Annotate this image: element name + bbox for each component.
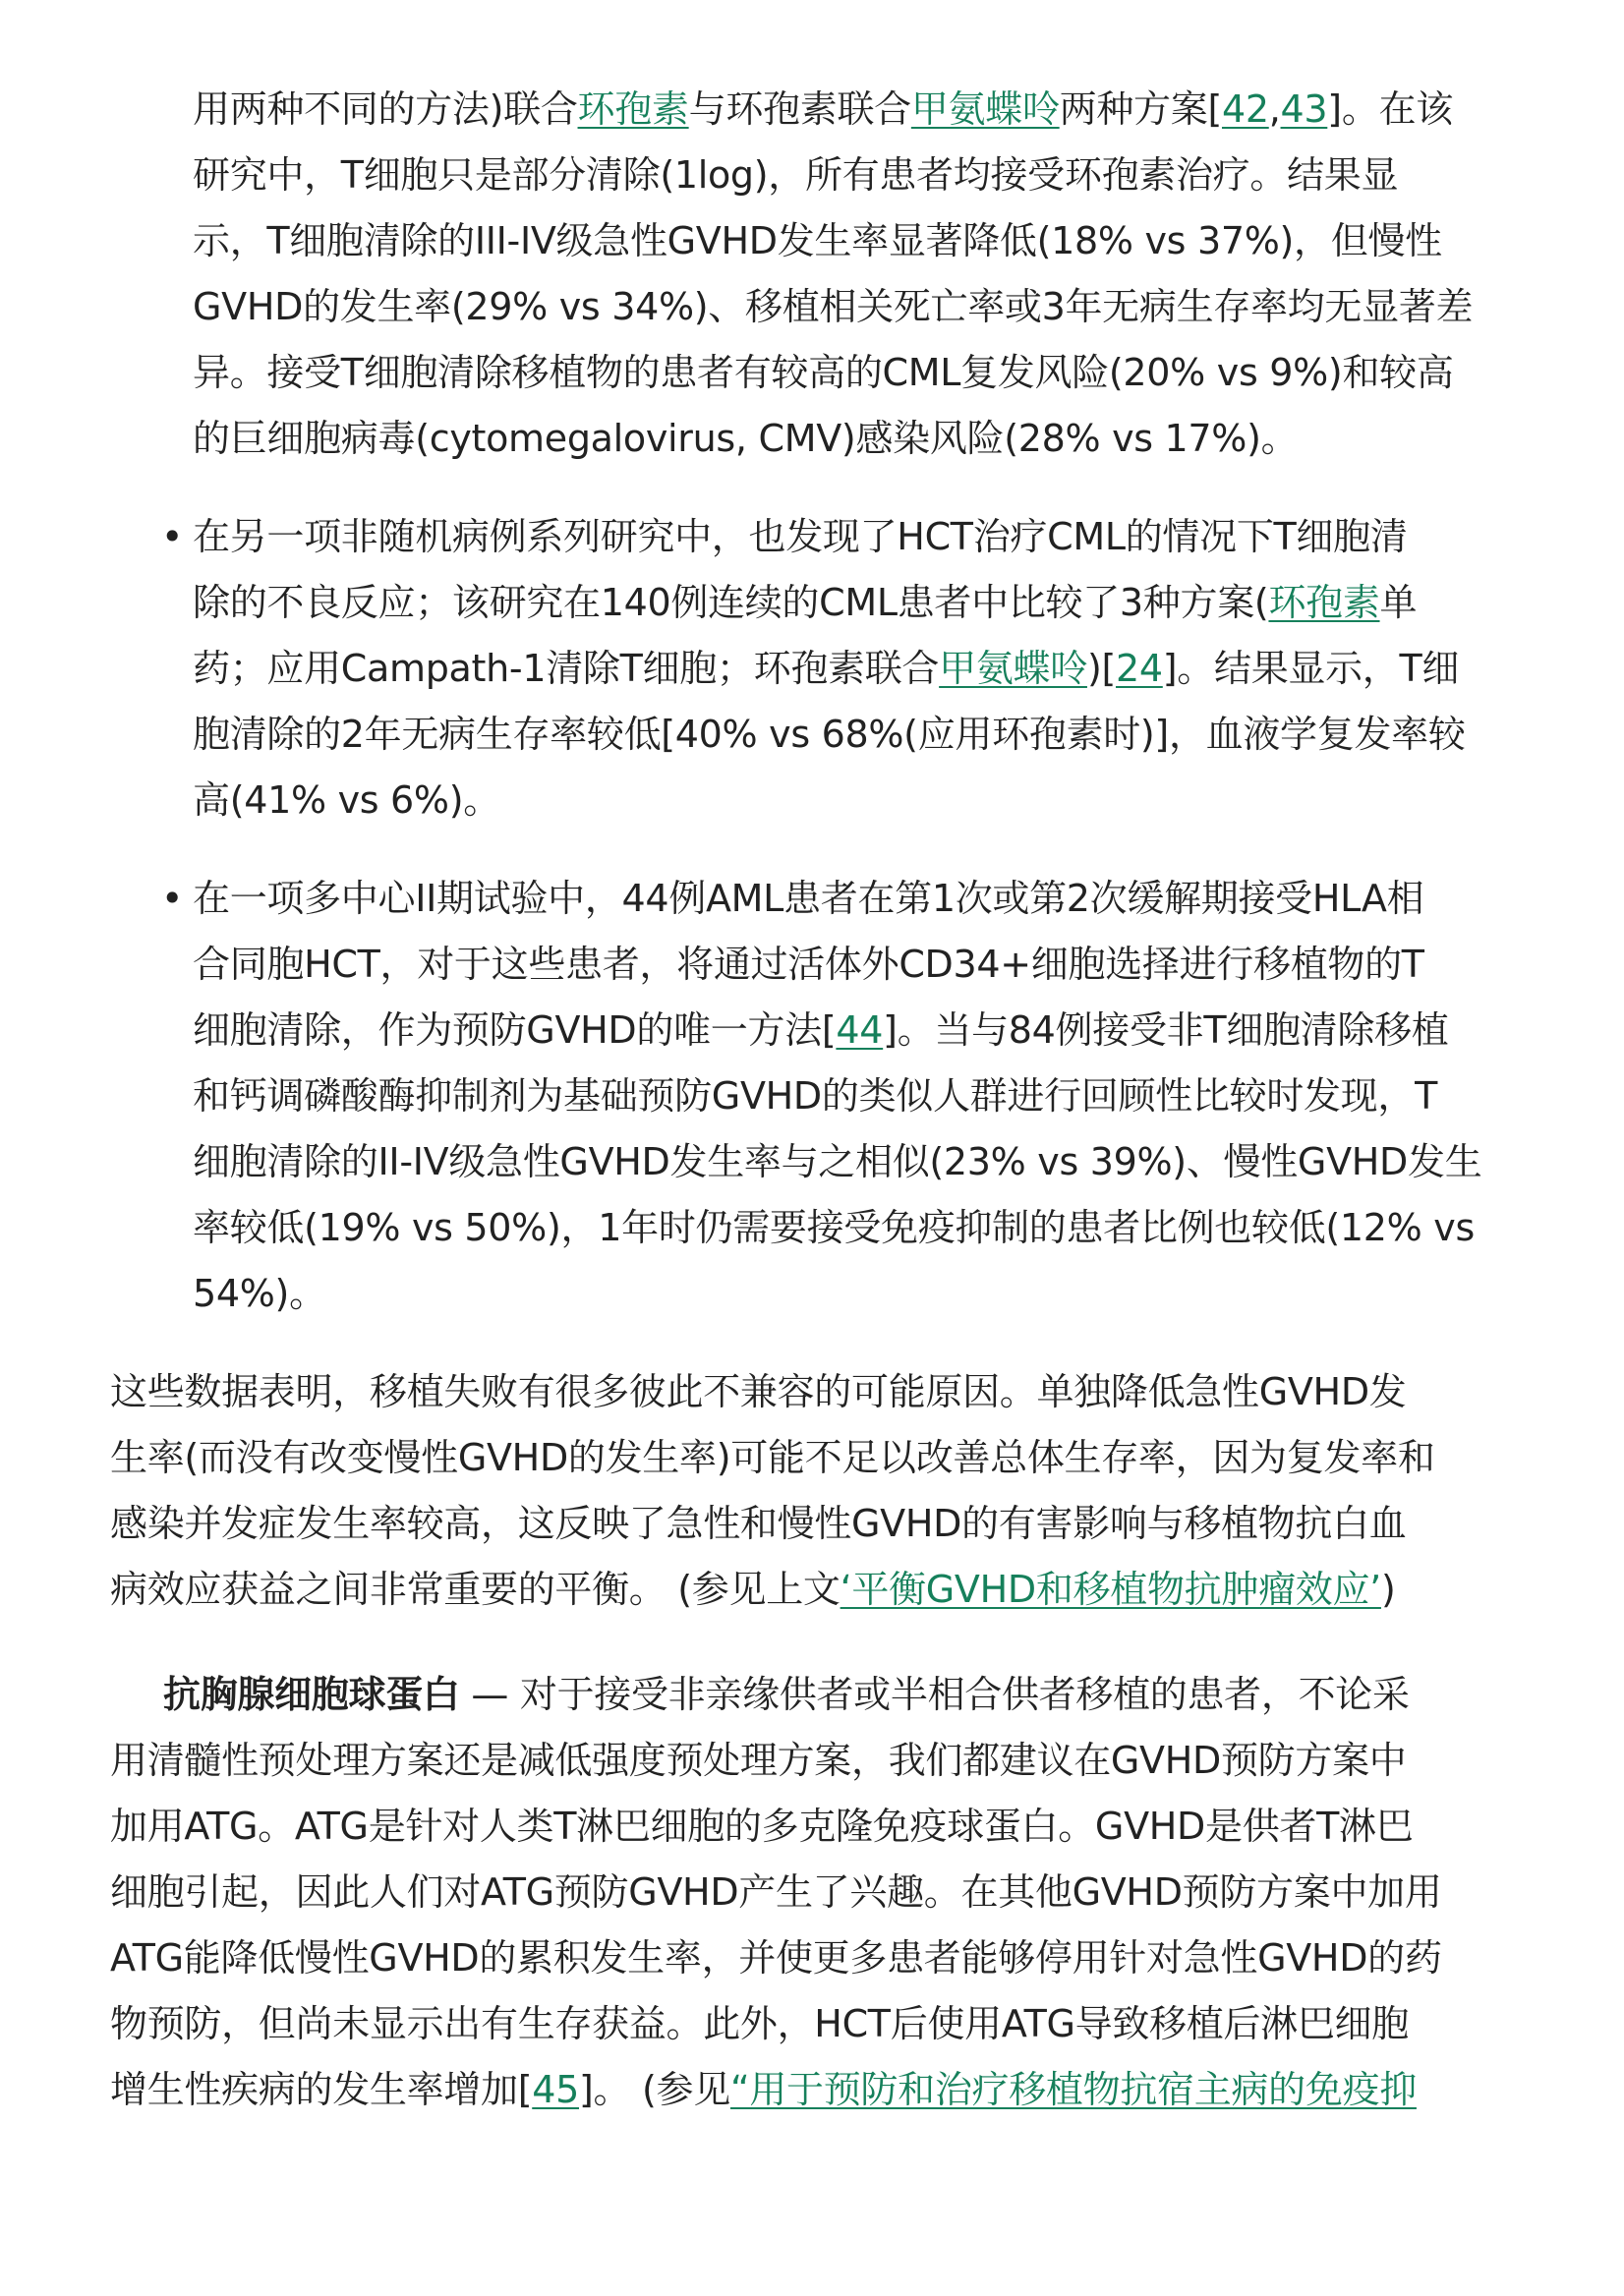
section-heading-atg: 抗胸腺细胞球蛋白 — [163, 1673, 460, 1716]
ref-link-44[interactable]: 44 — [836, 1008, 884, 1052]
paragraph — [110, 1359, 1565, 1623]
bullet-continuation — [110, 77, 1565, 472]
text-run: ]。当与84例接受非T细胞清除移植 — [883, 1008, 1449, 1052]
text-line: 胞清除的2年无病生存率较低[40% vs 68%(应用环孢素时)]，血液学复发率较 — [193, 713, 1466, 756]
text-run: 病效应获益之间非常重要的平衡。 (参见上文 — [110, 1568, 841, 1611]
text-line: 示，T细胞清除的III-IV级急性GVHD发生率显著降低(18% vs 37%)，但慢性 — [193, 219, 1442, 262]
text-line: 用清髓性预处理方案还是减低强度预处理方案，我们都建议在GVHD预防方案中 — [110, 1739, 1407, 1782]
text-line — [110, 77, 1565, 143]
text-line: • 在另一项非随机病例系列研究中，也发现了HCT治疗CML的情况下T细胞清 — [193, 515, 1408, 558]
text-line: 54%)。 — [193, 1272, 326, 1315]
text-run: 与环孢素联合 — [688, 87, 911, 131]
text-line: 这些数据表明，移植失败有很多彼此不兼容的可能原因。单独降低急性GVHD发 — [110, 1370, 1407, 1413]
text-line: 细胞清除的II-IV级急性GVHD发生率与之相似(23% vs 39%)、慢性GVHD发生 — [193, 1140, 1482, 1183]
text-run: 药；应用Campath-1清除T细胞；环孢素联合 — [193, 647, 940, 690]
text-line: 研究中，T细胞只是部分清除(1log)，所有患者均接受环孢素治疗。结果显 — [193, 153, 1399, 197]
text-run: 两种方案[ — [1059, 87, 1222, 131]
bullet-item — [110, 504, 1565, 833]
text-run: ) — [1380, 1568, 1396, 1611]
paragraph-atg — [110, 1662, 1565, 2123]
text-line — [193, 998, 1565, 1063]
text-line — [193, 570, 1565, 636]
text-line: 率较低(19% vs 50%)，1年时仍需要接受免疫抑制的患者比例也较低(12% vs — [193, 1206, 1475, 1249]
text-line: 物预防，但尚未显示出有生存获益。此外，HCT后使用ATG导致移植后淋巴细胞 — [110, 2002, 1409, 2045]
text-line: ATG能降低慢性GVHD的累积发生率，并使更多患者能够停用针对急性GVHD的药 — [110, 1936, 1442, 1980]
text-run: 增生性疾病的发生率增加[ — [110, 2068, 533, 2111]
link-methotrexate[interactable]: 甲氨蝶呤 — [939, 647, 1087, 690]
text-line: GVHD的发生率(29% vs 34%)、移植相关死亡率或3年无病生存率均无显著差 — [193, 285, 1474, 328]
ref-link-24[interactable]: 24 — [1116, 647, 1163, 690]
ref-link-45[interactable]: 45 — [532, 2068, 579, 2111]
text-run: ]。结果显示，T细 — [1162, 647, 1460, 690]
text-line: 和钙调磷酸酶抑制剂为基础预防GVHD的类似人群进行回顾性比较时发现，T — [193, 1074, 1437, 1118]
link-cyclosporine[interactable]: 环孢素 — [1268, 581, 1380, 624]
text-line: 异。接受T细胞清除移植物的患者有较高的CML复发风险(20% vs 9%)和较高 — [193, 351, 1454, 394]
text-line: • 在一项多中心II期试验中，44例AML患者在第1次或第2次缓解期接受HLA相 — [193, 877, 1424, 920]
bullet-item — [110, 866, 1565, 1327]
link-methotrexate[interactable]: 甲氨蝶呤 — [910, 87, 1060, 131]
text-line: 高(41% vs 6%)。 — [193, 778, 500, 822]
text-run: ]。在该 — [1327, 87, 1453, 131]
text-run: ]。 (参见 — [579, 2068, 730, 2111]
text-line: 细胞引起，因此人们对ATG预防GVHD产生了兴趣。在其他GVHD预防方案中加用 — [110, 1870, 1442, 1914]
ref-link-42[interactable]: 42 — [1221, 87, 1269, 131]
text-line: 生率(而没有改变慢性GVHD的发生率)可能不足以改善总体生存率，因为复发率和 — [110, 1436, 1435, 1479]
text-line — [110, 1557, 1565, 1623]
text-line: 合同胞HCT，对于这些患者，将通过活体外CD34+细胞选择进行移植物的T — [193, 943, 1424, 986]
text-run: , — [1268, 87, 1281, 131]
text-line: 的巨细胞病毒(cytomegalovirus, CMV)感染风险(28% vs 17%)。 — [193, 417, 1299, 460]
ref-link-43[interactable]: 43 — [1280, 87, 1328, 131]
text-line — [110, 2057, 1565, 2123]
text-run: — 对于接受非亲缘供者或半相合供者移植的患者，不论采 — [459, 1673, 1410, 1716]
link-cyclosporine[interactable]: 环孢素 — [577, 87, 689, 131]
text-run: 用两种不同的方法)联合 — [193, 87, 578, 131]
section-link-balance-gvhd-gvt[interactable]: ‘平衡GVHD和移植物抗肿瘤效应’ — [840, 1568, 1381, 1611]
text-line: 加用ATG。ATG是针对人类T淋巴细胞的多克隆免疫球蛋白。GVHD是供者T淋巴 — [110, 1805, 1414, 1848]
article-body — [110, 77, 1565, 2123]
text-run: )[ — [1086, 647, 1117, 690]
topic-link-gvhd-immunosuppression[interactable]: “用于预防和治疗移植物抗宿主病的免疫抑 — [729, 2068, 1417, 2111]
text-line — [193, 636, 1565, 702]
text-run: 细胞清除，作为预防GVHD的唯一方法[ — [193, 1008, 837, 1052]
text-line: 感染并发症发生率较高，这反映了急性和慢性GVHD的有害影响与移植物抗白血 — [110, 1502, 1407, 1545]
text-run: 除的不良反应；该研究在140例连续的CML患者中比较了3种方案( — [193, 581, 1269, 624]
text-line — [110, 1662, 1565, 1728]
text-run: 单 — [1379, 581, 1418, 624]
